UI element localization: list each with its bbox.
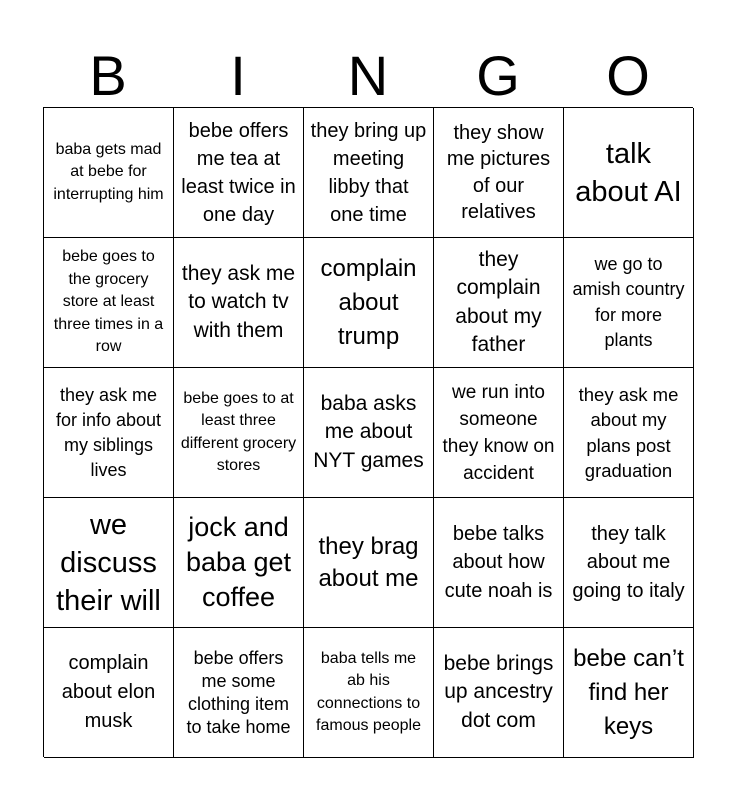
bingo-cell[interactable] <box>304 368 434 498</box>
cell-text: they complain about my father <box>455 247 542 356</box>
bingo-cell[interactable] <box>44 368 174 498</box>
cell-text: we go to amish country for more plants <box>572 253 685 350</box>
cell-text: bebe can’t find her keys <box>573 644 684 740</box>
bingo-cell[interactable] <box>174 498 304 628</box>
cell-text: they ask me for info about my siblings lives <box>55 384 162 480</box>
bingo-cell[interactable] <box>564 108 694 238</box>
cell-text: they brag about me <box>318 532 419 592</box>
bingo-cell[interactable] <box>304 238 434 368</box>
cell-text: they ask me to watch tv with them <box>181 261 296 342</box>
bingo-card <box>43 107 693 757</box>
bingo-cell[interactable] <box>44 498 174 628</box>
cell-text: bebe talks about how cute noah is <box>444 522 553 602</box>
cell-text: complain about trump <box>320 254 417 350</box>
header-letter-n: N <box>347 44 389 107</box>
cell-text: baba tells me ab his connections to famous people <box>316 649 421 734</box>
bingo-cell[interactable] <box>564 498 694 628</box>
cell-text: complain about elon musk <box>61 652 156 732</box>
bingo-cell[interactable] <box>564 368 694 498</box>
bingo-cell[interactable] <box>564 238 694 368</box>
bingo-cell[interactable] <box>304 108 434 238</box>
cell-text: bebe goes to at least three different grocery stores <box>180 389 297 474</box>
bingo-cell[interactable] <box>174 108 304 238</box>
header-letter-g: G <box>476 44 520 107</box>
cell-text: bebe offers me tea at least twice in one day <box>181 119 296 226</box>
bingo-cell[interactable] <box>434 628 564 758</box>
bingo-cell[interactable] <box>434 498 564 628</box>
cell-text: bebe goes to the grocery store at least three times in a row <box>53 248 164 356</box>
cell-text: bebe offers me some clothing item to take home <box>186 647 291 737</box>
bingo-cell[interactable] <box>44 238 174 368</box>
bingo-cell[interactable] <box>44 628 174 758</box>
cell-text: they talk about me going to italy <box>572 522 685 602</box>
bingo-cell[interactable] <box>174 238 304 368</box>
cell-text: they show me pictures of our relatives <box>446 121 551 223</box>
bingo-cell[interactable] <box>44 108 174 238</box>
cell-text: talk about AI <box>575 137 682 208</box>
bingo-cell[interactable] <box>304 628 434 758</box>
bingo-header <box>43 44 693 108</box>
header-letter-i: I <box>230 44 246 107</box>
bingo-cell[interactable] <box>434 368 564 498</box>
bingo-cell[interactable] <box>304 498 434 628</box>
bingo-cell[interactable] <box>564 628 694 758</box>
bingo-cell[interactable] <box>174 368 304 498</box>
header-letter-b: B <box>89 44 127 107</box>
cell-text: they bring up meeting libby that one time <box>310 119 427 226</box>
cell-text: we run into someone they know on accident <box>442 381 555 484</box>
bingo-cell[interactable] <box>434 238 564 368</box>
bingo-cell[interactable] <box>174 628 304 758</box>
bingo-cell[interactable] <box>434 108 564 238</box>
cell-text: jock and baba get coffee <box>185 512 292 612</box>
cell-text: they ask me about my plans post graduation <box>578 383 679 481</box>
cell-text: baba asks me about NYT games <box>313 391 424 472</box>
cell-text: bebe brings up ancestry dot com <box>443 651 554 732</box>
header-letter-o: O <box>606 44 650 107</box>
cell-text: we discuss their will <box>56 508 161 617</box>
cell-text: baba gets mad at bebe for interrupting him <box>53 140 164 203</box>
